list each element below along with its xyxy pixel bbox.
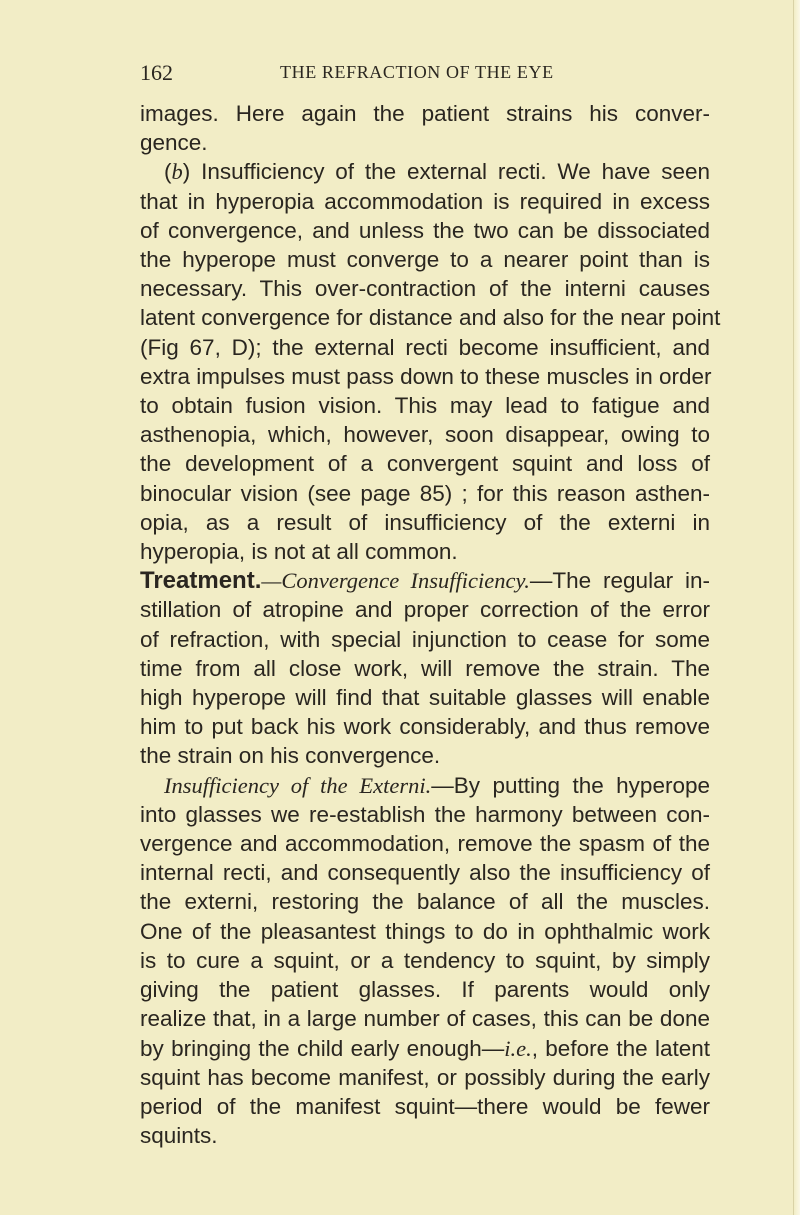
text-line: realize that, in a large number of cases, this can be done xyxy=(140,1006,710,1032)
text-line: (Fig 67, D); the external recti become insufficient, and xyxy=(140,334,710,360)
text-line: images. Here again the patient strains his conver- xyxy=(140,101,710,126)
text-line: into glasses we re-establish the harmony between con- xyxy=(140,801,710,827)
text-line: Treatment.—Convergence Insufficiency.—The regular in- xyxy=(140,567,710,595)
text-line: high hyperope will find that suitable glasses will enable xyxy=(140,685,710,711)
text-line: binocular vision (see page 85) ; for this reason asthen- xyxy=(140,480,710,506)
text-line: Insufficiency of the Externi.—By putting the hyperope xyxy=(164,772,710,798)
text-line: giving the patient glasses. If parents would only xyxy=(140,977,710,1003)
text-line: him to put back his work considerably, and thus remove xyxy=(140,714,710,740)
text-line: by bringing the child early enough—i.e., before the latent xyxy=(140,1035,711,1061)
text-line: of refraction, with special injunction to cease for some xyxy=(140,626,710,652)
text-line: time from all close work, will remove the strain. The xyxy=(140,655,710,681)
page-header xyxy=(140,60,660,90)
running-head: THE REFRACTION OF THE EYE xyxy=(280,62,554,82)
page-edge xyxy=(793,0,800,1215)
subsection-heading: —Convergence Insufficiency. xyxy=(261,568,530,594)
text-line: the hyperope must converge to a nearer point than is xyxy=(140,247,710,273)
subsection-heading: Insufficiency of the Externi. xyxy=(164,772,432,798)
page-number: 162 xyxy=(140,60,173,85)
text-line: the strain on his convergence. xyxy=(140,743,441,769)
text-line: stillation of atropine and proper correction of the error xyxy=(140,597,710,623)
list-marker: b xyxy=(171,159,183,185)
text-line: the externi, restoring the balance of all the muscles. xyxy=(140,889,710,915)
text-line: squints. xyxy=(140,1123,218,1149)
text-line: period of the manifest squint—there would be fewer xyxy=(140,1093,710,1119)
text-line: latent convergence for distance and also for the near point xyxy=(140,305,721,331)
text-line: vergence and accommodation, remove the spasm of the xyxy=(140,831,710,857)
text-line: squint has become manifest, or possibly during the early xyxy=(140,1064,710,1090)
text-line: is to cure a squint, or a tendency to squint, by simply xyxy=(140,947,710,973)
text-line: (b) Insufficiency of the external recti. We have seen xyxy=(164,159,710,185)
text-line: asthenopia, which, however, soon disappear, owing to xyxy=(140,422,710,448)
text-line: extra impulses must pass down to these muscles in order xyxy=(140,363,712,389)
text-line: that in hyperopia accommodation is required in excess xyxy=(140,188,710,214)
text-line: internal recti, and consequently also the insufficiency of xyxy=(140,860,710,886)
text-line: necessary. This over-contraction of the interni causes xyxy=(140,276,710,302)
text-line: of convergence, and unless the two can be dissociated xyxy=(140,217,710,243)
abbreviation: i.e. xyxy=(504,1035,532,1061)
body-text xyxy=(140,99,721,1150)
text-line: opia, as a result of insufficiency of the externi in xyxy=(140,509,710,535)
text-line: hyperopia, is not at all common. xyxy=(140,539,458,565)
section-heading: Treatment. xyxy=(140,567,262,595)
text-line: One of the pleasantest things to do in ophthalmic work xyxy=(140,918,710,944)
text-line: the development of a convergent squint and loss of xyxy=(140,451,710,477)
text-line: to obtain fusion vision. This may lead to fatigue and xyxy=(140,393,710,419)
text-line: gence. xyxy=(140,130,208,156)
